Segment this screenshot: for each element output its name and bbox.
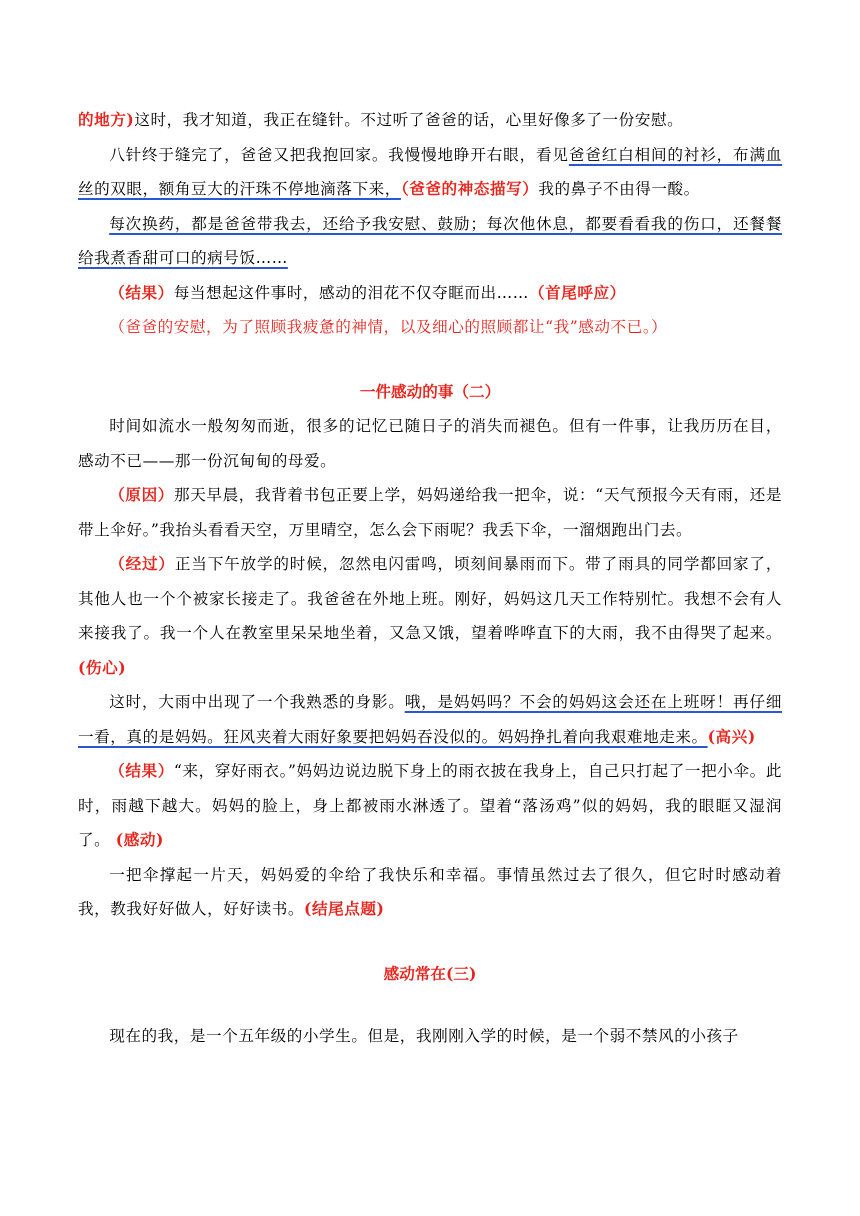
paragraph	[78, 103, 782, 138]
paragraph	[78, 858, 782, 927]
paragraph	[78, 685, 782, 754]
underlined-text: 每次换药，都是爸爸带我去，还给予我安慰、鼓励；每次他休息，都要看看我的伤口，还餐餐给我煮香甜可口的病号饭……	[78, 214, 782, 267]
paragraph	[78, 276, 782, 311]
paragraph-text: 这时，我才知道，我正在缝针。不过听了爸爸的话，心里好像多了一份安慰。	[134, 111, 684, 129]
paragraph-text: 这时，大雨中出现了一个我熟悉的身影。	[109, 693, 405, 711]
paragraph-text: 我的鼻子不由得一酸。	[538, 180, 700, 198]
annotation-label: （经过）	[109, 554, 175, 573]
section-title: 一件感动的事（二）	[359, 381, 501, 401]
annotation-label: (感动)	[115, 830, 164, 849]
annotation-label: (伤心)	[78, 657, 127, 677]
paragraph-text: 一把伞撑起一片天，妈妈爱的伞给了我快乐和幸福。事情虽然过去了很久，但它时时感动着我，教我好好做人，好好读书。	[78, 865, 782, 918]
paragraph-text: “来，穿好雨衣。”妈妈边说边脱下身上的雨衣披在我身上，自己只打起了一把小伞。此时，雨越下越大。妈妈的脸上，身上都被雨水淋透了。望着“落汤鸡”似的妈妈，我的眼眶又湿润了。	[78, 762, 782, 849]
annotation-label: （爸爸的神态描写）	[400, 179, 539, 198]
annotation-label: (高兴)	[707, 726, 756, 746]
paragraph-text: 正当下午放学的时候，忽然电闪雷鸣，顷刻间暴雨而下。带了雨具的同学都回家了，其他人也一个个被家长接走了。我爸爸在外地上班。刚好，妈妈这几天工作特别忙。我想不会有人来接我了。我一个人在教室里呆呆地坐着，又急又饿，望着哗哗直下的大雨，我不由得哭了起来。	[78, 555, 782, 642]
paragraph	[78, 478, 782, 547]
annotation-label: (结尾点题)	[304, 899, 385, 918]
paragraph	[78, 138, 782, 207]
paragraph-text: 每当想起这件事时，感动的泪花不仅夺眶而出……	[173, 283, 529, 302]
section-title: 感动常在(三)	[383, 963, 477, 983]
paragraph	[78, 207, 782, 276]
paragraph	[78, 547, 782, 685]
paragraph: 时间如流水一般匆匆而逝，很多的记忆已随日子的消失而褪色。但有一件事，让我历历在目，感动不已——那一份沉甸甸的母爱。	[78, 417, 782, 470]
annotation-label: （原因）	[109, 485, 174, 504]
document-page	[78, 103, 782, 1054]
annotation-label: 的地方)	[78, 110, 135, 129]
paragraph: 现在的我，是一个五年级的小学生。但是，我刚刚入学的时候，是一个弱不禁风的小孩子	[109, 1027, 739, 1045]
underlined-text: 爸爸红白相间的衬衫，布满血丝的双眼，额角豆大的汗珠不停地滴落下来，	[78, 145, 783, 198]
annotation-label: （结果）	[109, 761, 174, 780]
annotation-label: （首尾呼应）	[528, 282, 626, 302]
annotation-label: （结果）	[109, 282, 174, 302]
paragraph	[78, 754, 782, 858]
underlined-text: 哦，是妈妈吗？不会的妈妈这会还在上班呀！再仔细一看，真的是妈妈。狂风夹着大雨好象要把妈妈吞没似的。妈妈挣扎着向我艰难地走来。	[78, 693, 782, 746]
paragraph-text: 八针终于缝完了，爸爸又把我抱回家。我慢慢地睁开右眼，看见	[109, 145, 569, 164]
summary-note: （爸爸的安慰，为了照顾我疲惫的神情，以及细心的照顾都让“我”感动不已。）	[109, 318, 668, 336]
paragraph-text: 那天早晨，我背着书包正要上学，妈妈递给我一把伞，说：“天气预报今天有雨，还是带上伞好。”我抬头看看天空，万里晴空，怎么会下雨呢？我丢下伞，一溜烟跑出门去。	[78, 486, 782, 539]
